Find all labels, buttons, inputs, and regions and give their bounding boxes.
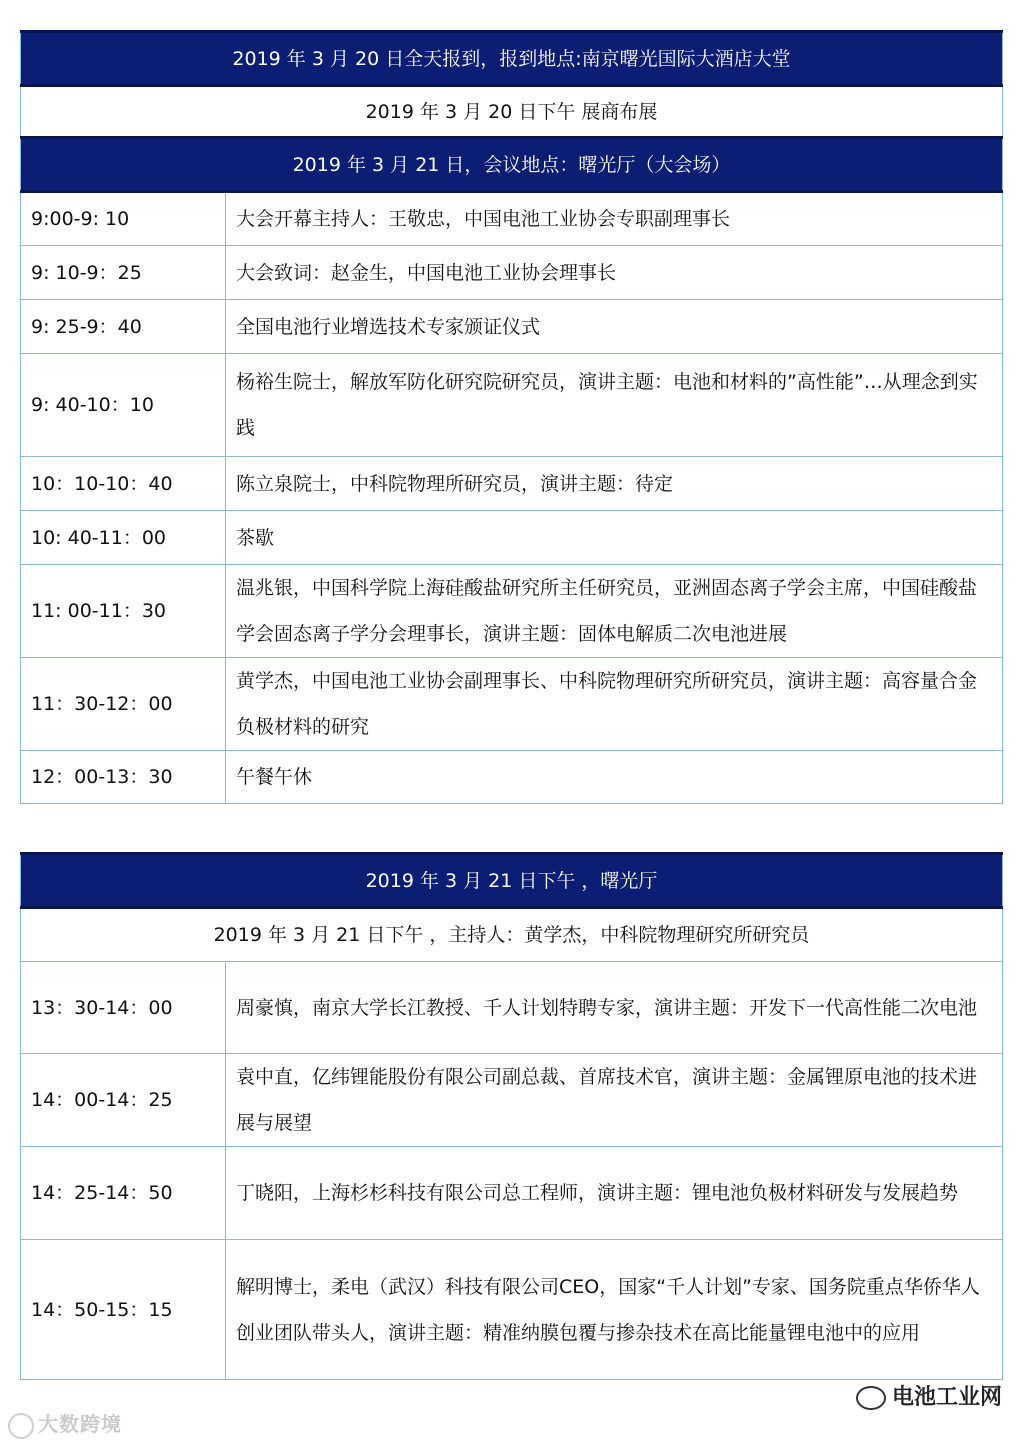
row-desc: 袁中直，亿纬锂能股份有限公司副总裁、首席技术官，演讲主题：金属锂原电池的技术进展与展望	[226, 1054, 1003, 1147]
row-time: 10: 40-11：00	[21, 511, 226, 565]
watermark-right-text: 电池工业网	[891, 1385, 1002, 1410]
row-time: 9:00-9: 10	[21, 192, 226, 246]
row-desc: 丁晓阳，上海杉杉科技有限公司总工程师，演讲主题：锂电池负极材料研发与发展趋势	[226, 1147, 1003, 1240]
row-desc: 杨裕生院士，解放军防化研究院研究员，演讲主题：电池和材料的”高性能”…从理念到实践	[226, 354, 1003, 457]
table-row	[21, 565, 1003, 658]
row-desc: 大会致词：赵金生，中国电池工业协会理事长	[226, 246, 1003, 300]
table-row	[21, 300, 1003, 354]
table-row	[21, 751, 1003, 804]
row-time: 11: 00-11：30	[21, 565, 226, 658]
table-row	[21, 192, 1003, 246]
table-row	[21, 1147, 1003, 1240]
afternoon-host-header: 2019 年 3 月 21 日下午 ，主持人：黄学杰，中科院物理研究所研究员	[21, 908, 1003, 962]
weibo-icon	[8, 1413, 34, 1439]
row-time: 9: 10-9：25	[21, 246, 226, 300]
row-desc: 解明博士，柔电（武汉）科技有限公司CEO，国家“千人计划”专家、国务院重点华侨华人创业团队带头人，演讲主题：精准纳膜包覆与掺杂技术在高比能量锂电池中的应用	[226, 1240, 1003, 1380]
table-row	[21, 354, 1003, 457]
table-row	[21, 1054, 1003, 1147]
row-time: 12：00-13：30	[21, 751, 226, 804]
setup-header: 2019 年 3 月 20 日下午 展商布展	[21, 86, 1003, 138]
row-time: 13：30-14：00	[21, 962, 226, 1054]
table-row	[21, 658, 1003, 751]
row-desc: 午餐午休	[226, 751, 1003, 804]
row-time: 10：10-10：40	[21, 457, 226, 511]
table-row	[21, 1240, 1003, 1380]
row-desc: 大会开幕主持人：王敬忠，中国电池工业协会专职副理事长	[226, 192, 1003, 246]
registration-header: 2019 年 3 月 20 日全天报到，报到地点:南京曙光国际大酒店大堂	[21, 32, 1003, 86]
row-time: 9: 25-9：40	[21, 300, 226, 354]
row-desc: 全国电池行业增选技术专家颁证仪式	[226, 300, 1003, 354]
row-time: 11：30-12：00	[21, 658, 226, 751]
table-row	[21, 246, 1003, 300]
row-desc: 茶歇	[226, 511, 1003, 565]
table-row	[21, 457, 1003, 511]
watermark-right	[856, 1380, 1002, 1411]
watermark-left	[8, 1408, 122, 1439]
row-time: 14：50-15：15	[21, 1240, 226, 1380]
schedule-table-afternoon	[20, 852, 1003, 1380]
watermark-left-text: 大数跨境	[38, 1412, 122, 1436]
venue-header: 2019 年 3 月 21 日，会议地点：曙光厅（大会场）	[21, 138, 1003, 192]
row-time: 14：25-14：50	[21, 1147, 226, 1240]
wechat-icon	[856, 1386, 886, 1410]
table-row	[21, 962, 1003, 1054]
table-row	[21, 511, 1003, 565]
row-desc: 温兆银，中国科学院上海硅酸盐研究所主任研究员，亚洲固态离子学会主席，中国硅酸盐学会固态离子学分会理事长，演讲主题：固体电解质二次电池进展	[226, 565, 1003, 658]
row-desc: 陈立泉院士，中科院物理所研究员，演讲主题：待定	[226, 457, 1003, 511]
schedule-table-morning	[20, 30, 1003, 804]
row-time: 9: 40-10：10	[21, 354, 226, 457]
row-desc: 黄学杰，中国电池工业协会副理事长、中科院物理研究所研究员，演讲主题：高容量合金负极材料的研究	[226, 658, 1003, 751]
afternoon-venue-header: 2019 年 3 月 21 日下午 ，曙光厅	[21, 854, 1003, 908]
row-time: 14：00-14：25	[21, 1054, 226, 1147]
row-desc: 周豪慎，南京大学长江教授、千人计划特聘专家，演讲主题：开发下一代高性能二次电池	[226, 962, 1003, 1054]
